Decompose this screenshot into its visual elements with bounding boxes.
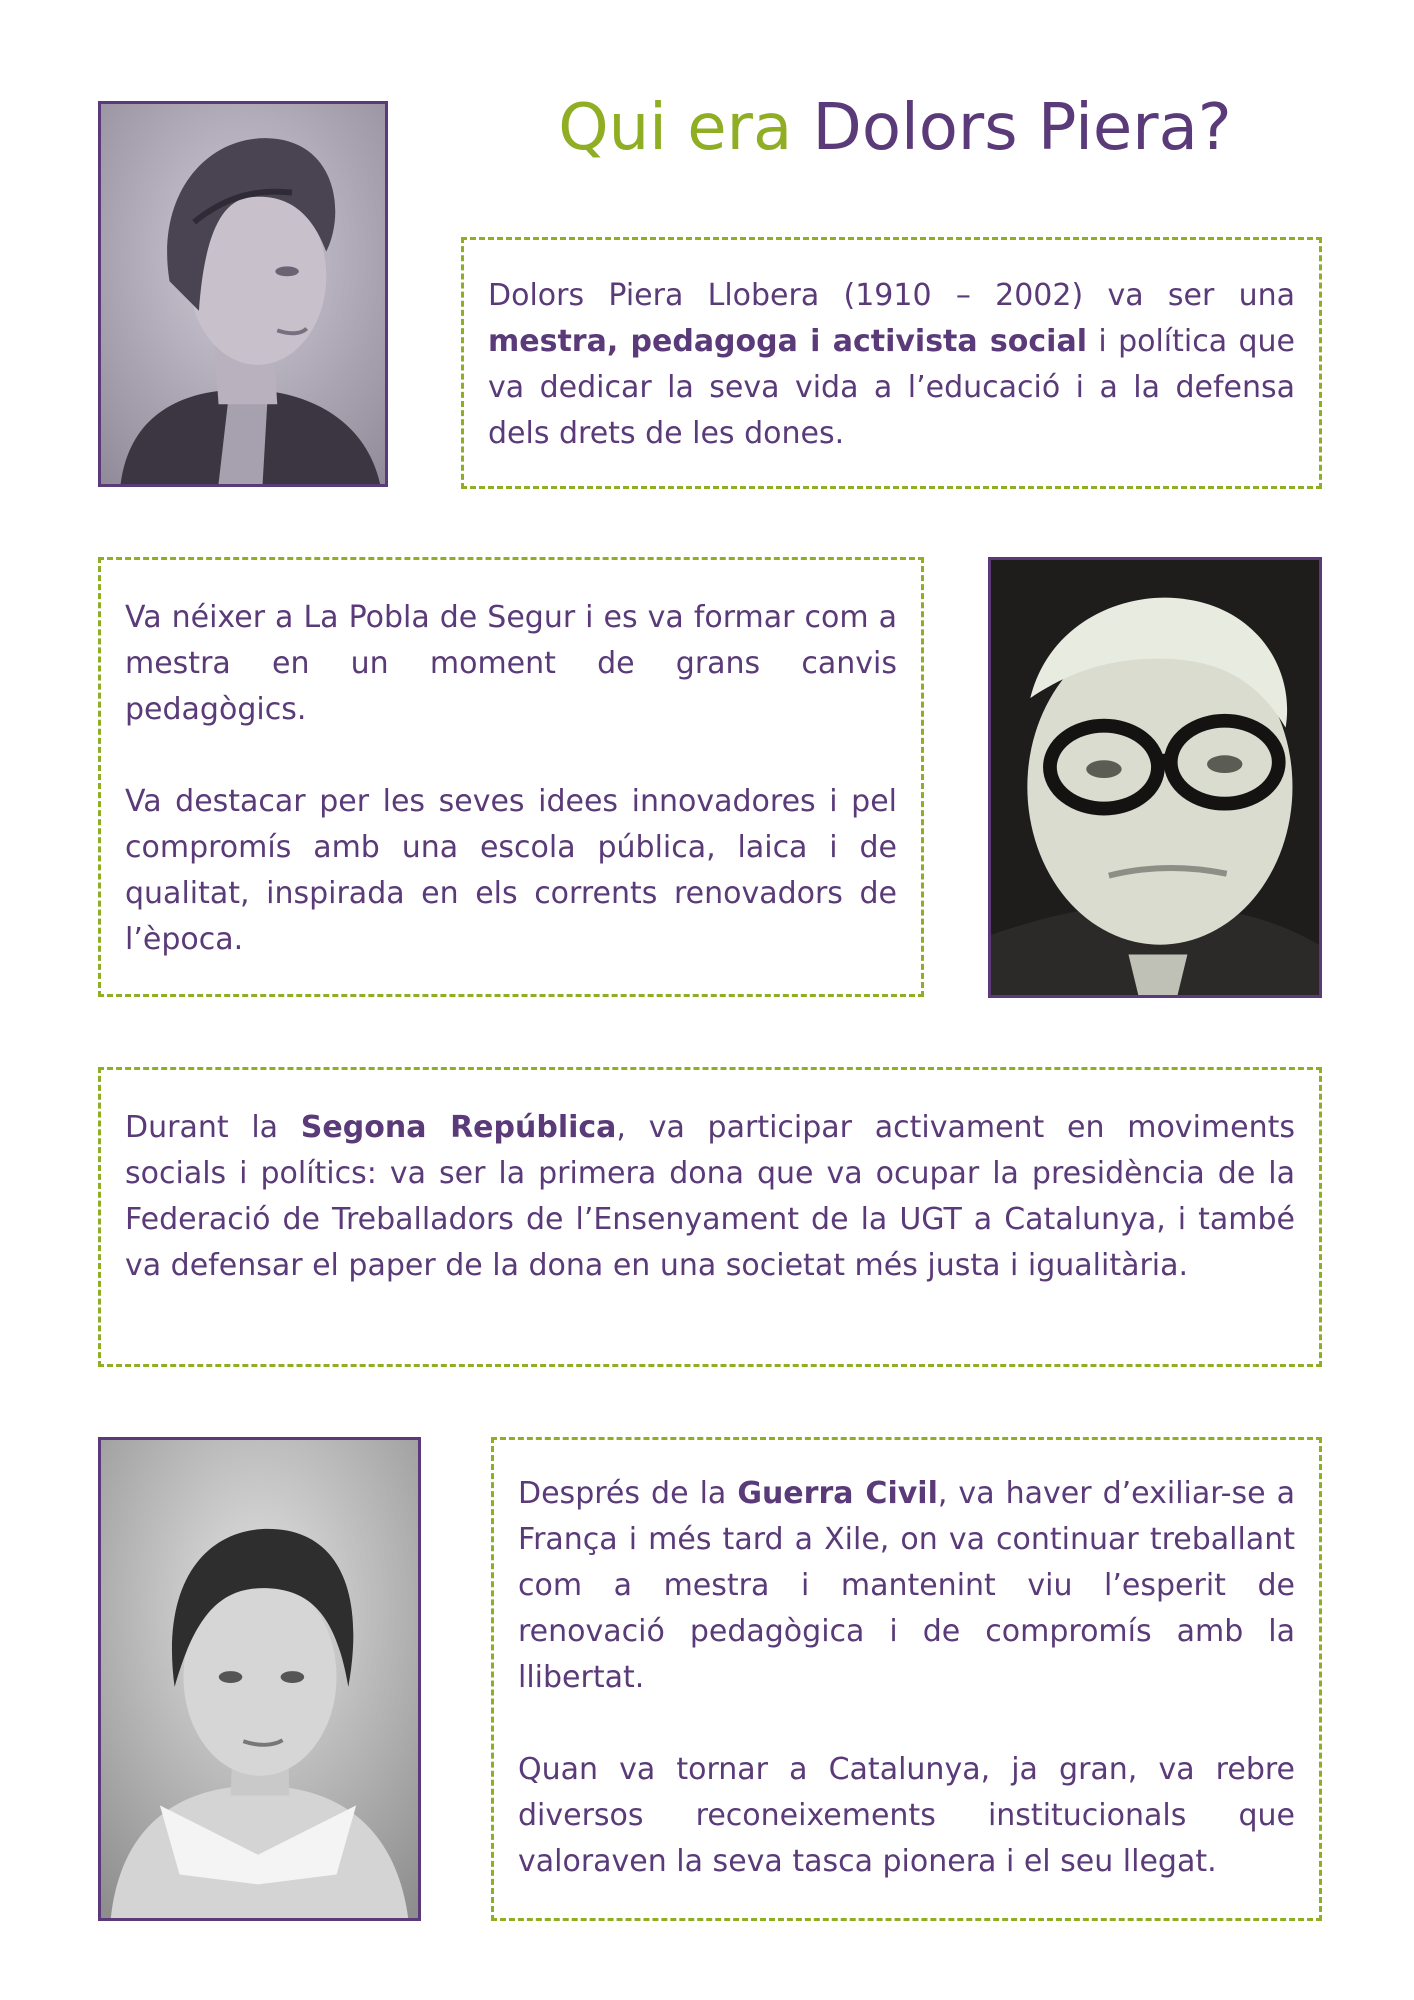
republic-text bbox=[125, 1105, 1295, 1289]
text-run: Dolors Piera Llobera (1910 – 2002) va ser una bbox=[488, 278, 1295, 313]
text-run: Després de la bbox=[518, 1476, 738, 1511]
section-paragraph bbox=[125, 595, 897, 733]
section-paragraph bbox=[125, 1105, 1295, 1289]
portrait-photo-young-frontal bbox=[98, 1437, 421, 1921]
intro-text bbox=[488, 273, 1295, 457]
intro-text-box bbox=[461, 237, 1322, 489]
exile-text bbox=[518, 1471, 1295, 1885]
text-run: Va néixer a La Pobla de Segur i es va formar com a mestra en un moment de grans canvis pedagògics. bbox=[125, 600, 897, 727]
text-run: Quan va tornar a Catalunya, ja gran, va rebre diversos reconeixements institucionals que valoraven la seva tasca pionera i el seu llegat. bbox=[518, 1752, 1295, 1879]
republic-text-box bbox=[98, 1067, 1322, 1367]
text-run: Durant la bbox=[125, 1110, 301, 1145]
bold-phrase: mestra, pedagoga i activista social bbox=[488, 324, 1087, 359]
section-paragraph bbox=[518, 1471, 1295, 1701]
bold-phrase: Segona República bbox=[300, 1110, 617, 1145]
section-paragraph bbox=[125, 779, 897, 963]
text-run: Va destacar per les seves idees innovadores i pel compromís amb una escola pública, laica i de qualitat, inspirada en els corrents renovadors de l’època. bbox=[125, 784, 897, 957]
exile-text-box bbox=[491, 1437, 1322, 1921]
birth-text bbox=[125, 595, 897, 963]
portrait-photo-young-profile bbox=[98, 101, 388, 487]
text-run: i política que va dedicar la seva vida a l’educació i a la defensa dels drets de les dones. bbox=[488, 324, 1295, 451]
title-green-part: Qui era bbox=[558, 91, 793, 165]
text-run: , va participar activament en moviments socials i polítics: va ser la primera dona que va ocupar la presidència de la Federació de Treballadors de l’Ensenyament de la UGT a Catalunya, i també va defensar el paper de la dona en una societat més justa i igualitària. bbox=[125, 1110, 1295, 1283]
section-paragraph bbox=[488, 273, 1295, 457]
portrait-photo-elderly-glasses bbox=[988, 557, 1322, 998]
bold-phrase: Guerra Civil bbox=[737, 1476, 938, 1511]
page-title bbox=[480, 88, 1310, 168]
title-purple-part: Dolors Piera? bbox=[812, 91, 1232, 165]
text-run: , va haver d’exiliar-se a França i més tard a Xile, on va continuar treballant com a mestra i mantenint viu l’esperit de renovació pedagògica i de compromís amb la llibertat. bbox=[518, 1476, 1295, 1695]
birth-text-box bbox=[98, 557, 924, 997]
section-paragraph bbox=[518, 1747, 1295, 1885]
